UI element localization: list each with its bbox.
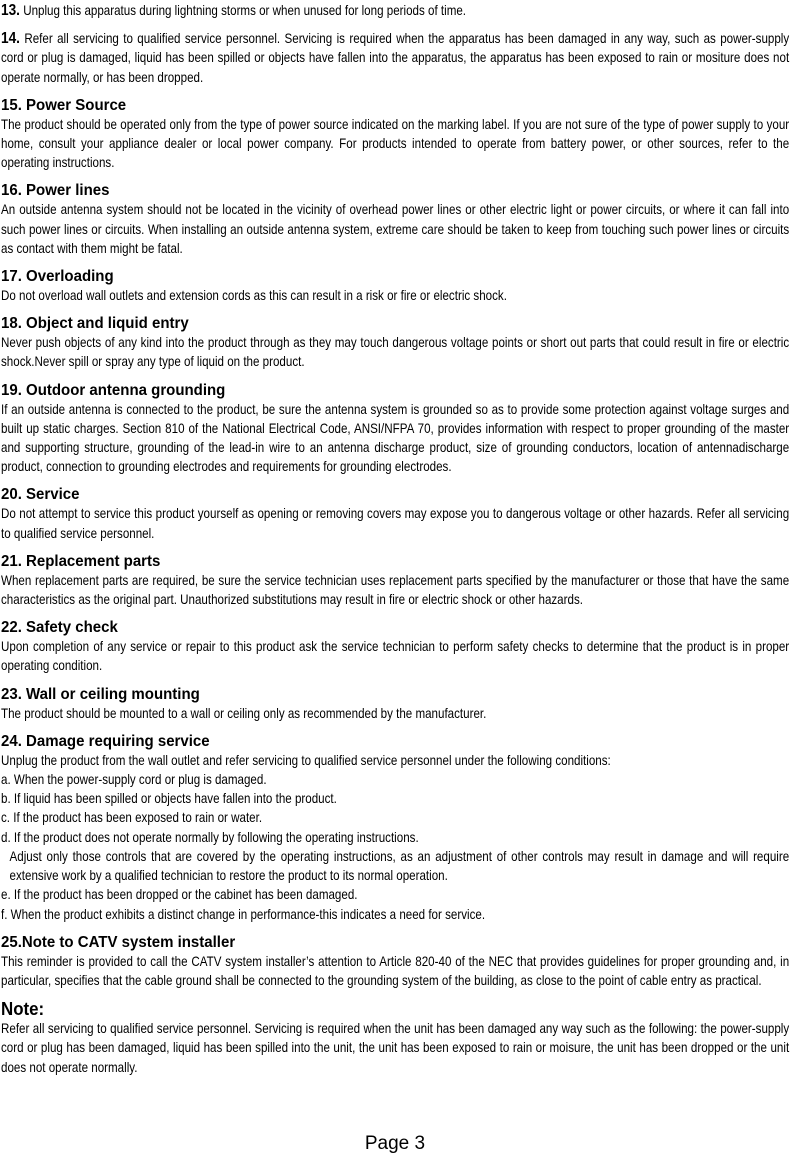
section [1, 181, 789, 258]
section [1, 552, 789, 609]
section-heading: 23. Wall or ceiling mounting [1, 685, 200, 703]
section [1, 685, 789, 723]
section-text: The product should be operated only from the type of power source indicated on the marking label. If you are not sure of the type of power supply to your home, consult your appliance dealer or local power company. For products intended to operate from battery power, or other sources, refer to the operating instructions. [1, 116, 790, 171]
item-number: 14. [1, 30, 20, 48]
section-heading: 18. Object and liquid entry [1, 315, 189, 333]
section-text: Do not overload wall outlets and extension cords as this can result in a risk or fire or electric shock. [1, 288, 507, 304]
section-heading: 22. Safety check [1, 619, 118, 637]
item-text: Unplug this apparatus during lightning storms or when unused for long periods of time. [23, 3, 467, 18]
list-item: e. If the product has been dropped or the cabinet has been damaged. [1, 887, 358, 903]
note-text: Refer all servicing to qualified service personnel. Servicing is required when the unit has been damaged any way such as the following: the power-supply cord or plug has been damaged, liquid has been spilled into the unit, the unit has been exposed to rain or moisure, the unit has been dropped or the unit does not operate normally. [1, 1021, 790, 1075]
section [1, 381, 789, 477]
list-item: d. If the product does not operate normally by following the operating instructions. [1, 829, 419, 845]
list-item: c. If the product has been exposed to rain or water. [1, 810, 263, 826]
list-item: a. When the power-supply cord or plug is damaged. [1, 772, 267, 788]
item-14 [1, 29, 789, 87]
note [1, 999, 789, 1077]
section-heading: 16. Power lines [1, 182, 110, 200]
section-text: Never push objects of any kind into the product through as they may touch dangerous voltage points or short out parts that could result in fire or electric shock.Never spill or spray any type of liquid on the product. [1, 335, 790, 370]
section [1, 96, 789, 173]
section-heading: 19. Outdoor antenna grounding [1, 381, 226, 399]
page-number: Page 3 [364, 1133, 426, 1154]
list-item: b. If liquid has been spilled or objects have fallen into the product. [1, 791, 337, 807]
section-heading: 17. Overloading [1, 268, 114, 286]
item-number: 13. [1, 2, 20, 19]
section-catv [1, 933, 789, 990]
section-heading: 24. Damage requiring service [1, 732, 210, 750]
section-text: If an outside antenna is connected to the product, be sure the antenna system is grounded so as to provide some protection against voltage surges and built up static charges. Section 810 of the National Electrical Code, ANSI/NFPA 70, provides information with respect to proper grounding of the master and supporting structure, grounding of the lead-in wire to an antenna discharge product, size of grounding conductors, location of antennadischarge product, connection to grounding electrodes and requirements for grounding electrodes. [1, 401, 790, 475]
list-item: f. When the product exhibits a distinct change in performance-this indicates a need for service. [1, 906, 486, 922]
document-body [1, 0, 789, 1086]
section-heading: 15. Power Source [1, 96, 127, 114]
section-text: An outside antenna system should not be located in the vicinity of overhead power lines or other electric light or power circuits, or where it can fall into such power lines or circuits. When installing an outside antenna system, extreme care should be taken to keep from touching such power lines or circuits as contact with them might be fatal. [1, 202, 790, 256]
section-damage [1, 732, 789, 924]
item-text: Refer all servicing to qualified service personnel. Servicing is required when the apparatus has been damaged in any way, such as power-supply cord or plug is damaged, liquid has been spilled or objects have fallen into the apparatus, the apparatus has been exposed to rain or mositure does not operate normally, or has been dropped. [1, 31, 790, 85]
section-text: The product should be mounted to a wall or ceiling only as recommended by the manufacturer. [1, 705, 487, 721]
section [1, 618, 789, 675]
section [1, 314, 789, 371]
item-13 [1, 1, 789, 20]
section-text: This reminder is provided to call the CATV system installer’s attention to Article 820-40 of the NEC that provides guidelines for proper grounding and, in particular, specifies that the cable ground shall be connected to the grounding system of the building, as close to the point of cable entry as practical. [1, 953, 790, 988]
section-heading: 25.Note to CATV system installer [1, 933, 236, 951]
section [1, 267, 789, 305]
section-text: When replacement parts are required, be sure the service technician uses replacement parts specified by the manufacturer or those that have the same characteristics as the original part. Unauthorized substitutions may result in fire or electric shock or other hazards. [1, 572, 790, 608]
section-text: Unplug the product from the wall outlet and refer servicing to qualified service personnel under the following conditions: [1, 752, 611, 768]
section-heading: 20. Service [1, 486, 80, 504]
section-text: Do not attempt to service this product yourself as opening or removing covers may expose you to dangerous voltage or other hazards. Refer all servicing to qualified service personnel. [1, 506, 790, 541]
list-item-note: Adjust only those controls that are covered by the operating instructions, as an adjustment of other controls may result in damage and will require extensive work by a qualified technician to restore the product to its normal operation. [9, 848, 790, 884]
section-heading: 21. Replacement parts [1, 552, 161, 570]
note-heading: Note: [1, 999, 45, 1020]
section-text: Upon completion of any service or repair to this product ask the service technician to perform safety checks to determine that the product is in proper operating condition. [1, 639, 790, 674]
section [1, 485, 789, 542]
